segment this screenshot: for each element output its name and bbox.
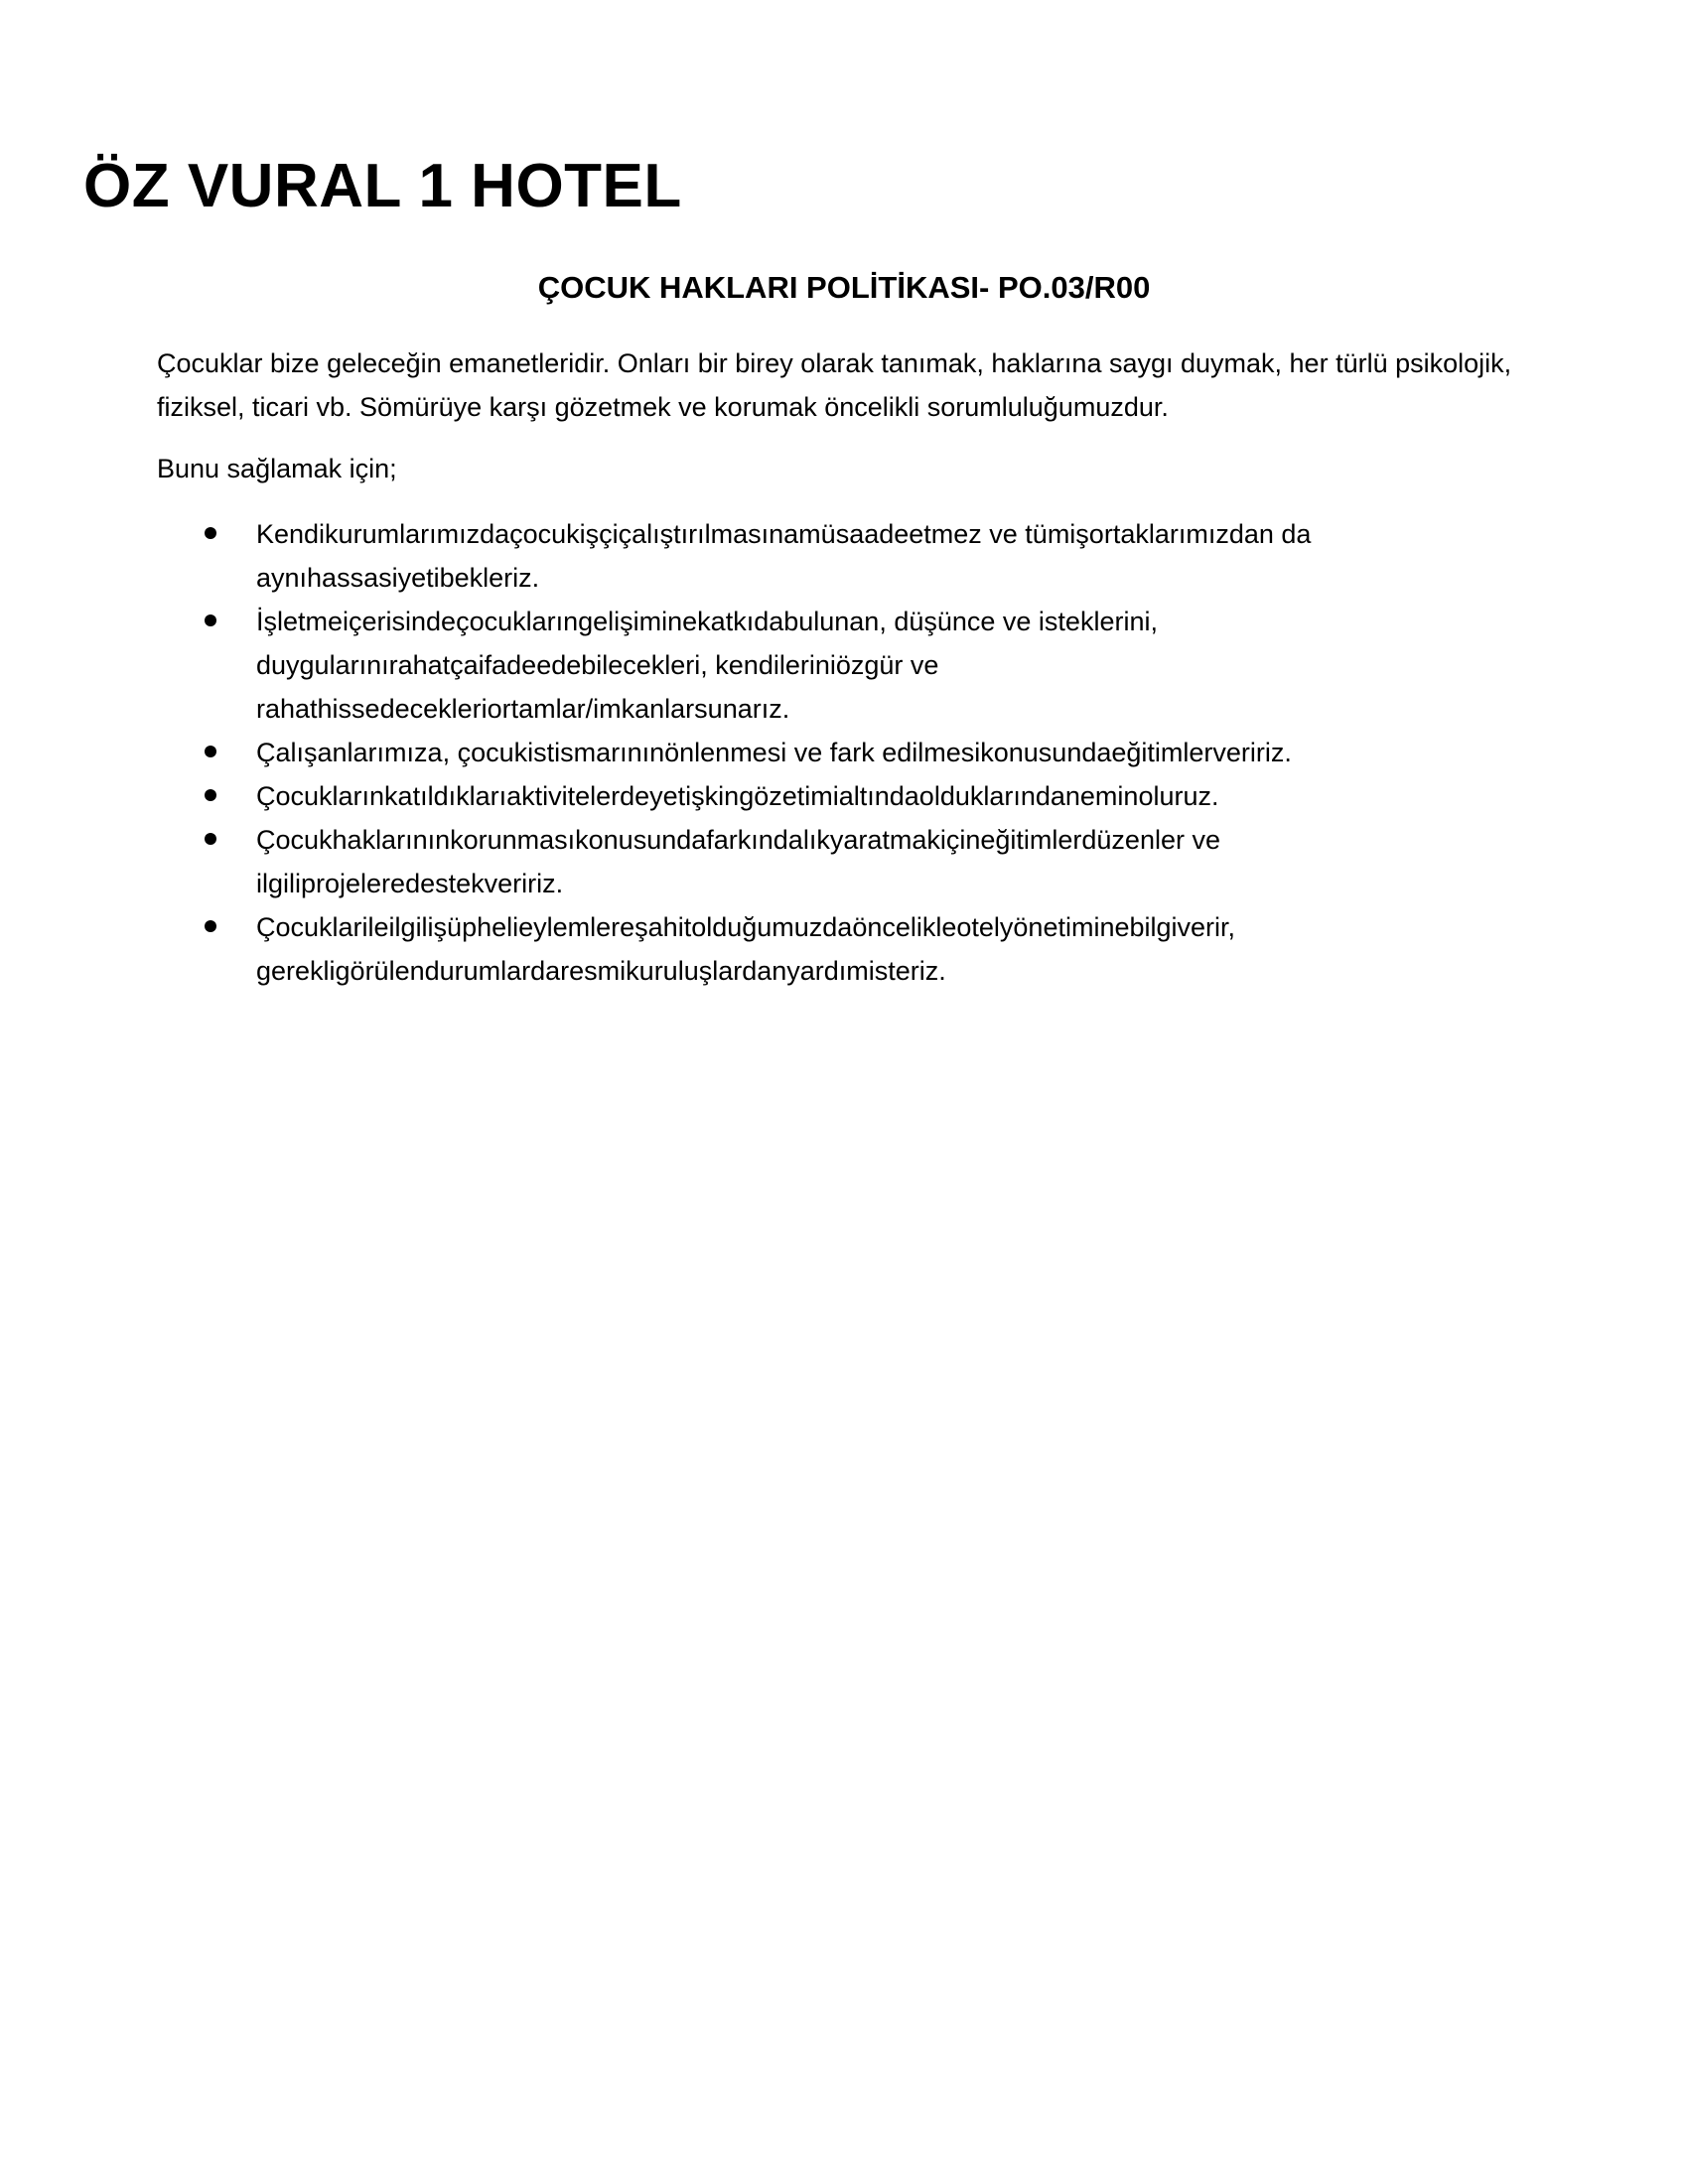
list-item-text: Çocuklarınkatıldıklarıaktivitelerdeyetişkingözetimialtındaolduklarındaneminoluruz. — [256, 781, 1219, 811]
bullet-icon — [205, 614, 216, 626]
list-item — [157, 905, 1547, 993]
list-item-text: İşletmeiçerisindeçocuklarıngelişiminekatkıdabulunan, düşünce ve isteklerini, duygularınırahatçaifadeedebilecekleri, kendileriniözgür ve rahathissedecekleriortamlar/imkanlarsunarız. — [256, 607, 1158, 724]
list-item — [157, 731, 1547, 774]
hotel-name: ÖZ VURAL 1 HOTEL — [83, 152, 682, 220]
list-item — [157, 512, 1547, 600]
policy-title: ÇOCUK HAKLARI POLİTİKASI- PO.03/R00 — [537, 270, 1151, 305]
bullet-icon — [205, 833, 216, 845]
list-item — [157, 600, 1547, 731]
list-item-text: Çalışanlarımıza, çocukistismarınınönlenmesi ve fark edilmesikonusundaeğitimlerveririz. — [256, 738, 1292, 767]
list-item — [157, 818, 1547, 905]
list-item-text: Çocukhaklarınınkorunmasıkonusundafarkındalıkyaratmakiçineğitimlerdüzenler ve ilgiliprojeleredestekveririz. — [256, 825, 1220, 898]
list-item — [157, 774, 1547, 818]
bullet-icon — [205, 920, 216, 932]
bullet-icon — [205, 746, 216, 757]
lead-sentence: Bunu sağlamak için; — [157, 454, 397, 483]
policy-bullet-list — [157, 512, 1547, 993]
bullet-icon — [205, 527, 216, 539]
bullet-icon — [205, 789, 216, 801]
list-item-text: Kendikurumlarımızdaçocukişçiçalıştırılmasınamüsaadeetmez ve tümişortaklarımızdan da aynıhassasiyetibekleriz. — [256, 519, 1312, 593]
list-item-text: Çocuklarileilgilişüphelieylemlereşahitolduğumuzdaöncelikleotelyönetiminebilgiverir, gerekligörülendurumlardaresmikuruluşlardanyardımisteriz. — [256, 912, 1236, 986]
intro-paragraph: Çocuklar bize geleceğin emanetleridir. Onları bir birey olarak tanımak, haklarına saygı duymak, her türlü psikolojik, fiziksel, ticari vb. Sömürüye karşı gözetmek ve korumak öncelikli sorumluluğumuzdur. — [157, 348, 1512, 422]
